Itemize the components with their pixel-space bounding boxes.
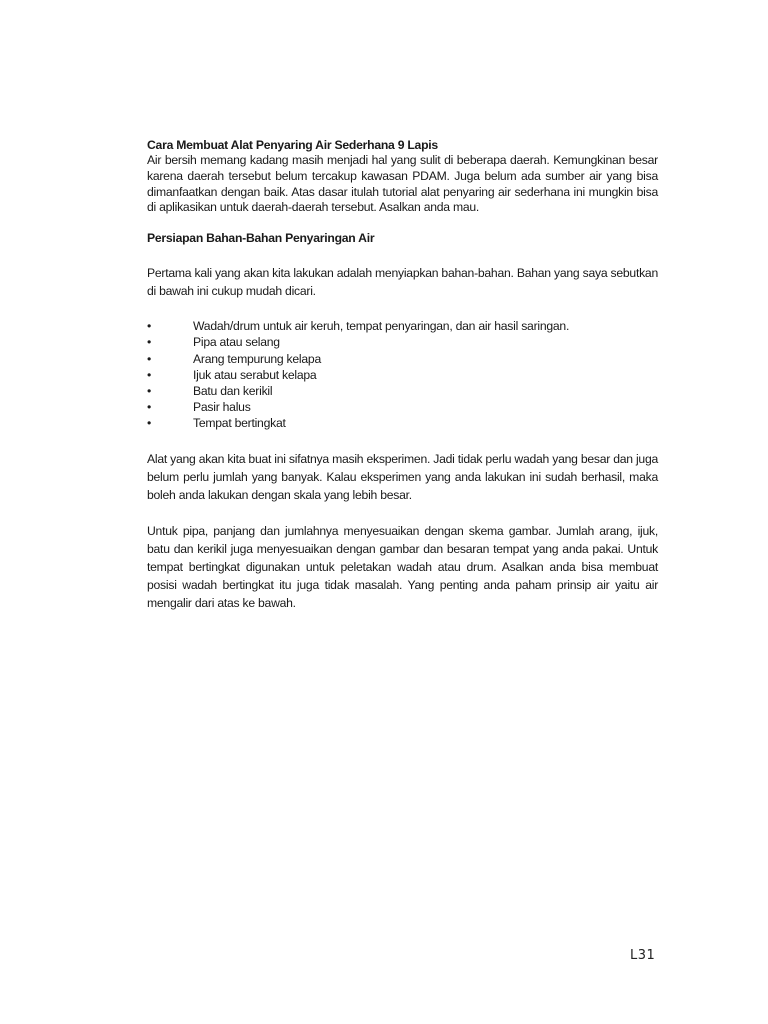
list-item-text: Ijuk atau serabut kelapa xyxy=(193,367,317,382)
bullet-icon: • xyxy=(147,319,152,334)
bullet-icon: • xyxy=(147,400,152,415)
bullet-icon: • xyxy=(147,384,152,398)
document-title: Cara Membuat Alat Penyaring Air Sederhana 9 Lapis xyxy=(147,138,438,152)
list-item-text: Tempat bertingkat xyxy=(193,416,286,431)
list-item xyxy=(147,351,658,367)
document-body xyxy=(147,137,658,612)
bullet-icon: • xyxy=(147,416,152,431)
section-heading: Persiapan Bahan-Bahan Penyaringan Air xyxy=(147,231,375,246)
intro-paragraph: Air bersih memang kadang masih menjadi hal yang sulit di beberapa daerah. Kemungkinan besar karena daerah tersebut belum tercakup kawasan PDAM. Juga belum ada sumber air yang bisa dimanfaatkan dengan baik. Atas dasar itulah tutorial alat penyaring air sederhana ini mungkin bisa di aplikasikan untuk daerah-daerah tersebut. Asalkan anda mau. xyxy=(147,153,658,215)
list-item-text: Arang tempurung kelapa xyxy=(193,351,321,366)
list-item-text: Pasir halus xyxy=(193,400,251,415)
list-item-text: Batu dan kerikil xyxy=(193,384,273,398)
paragraph-preparation: Pertama kali yang akan kita lakukan adalah menyiapkan bahan-bahan. Bahan yang saya sebutkan di bawah ini cukup mudah dicari. xyxy=(147,266,658,299)
list-item xyxy=(147,367,658,383)
paragraph-experiment: Alat yang akan kita buat ini sifatnya masih eksperimen. Jadi tidak perlu wadah yang besar dan juga belum perlu jumlah yang banyak. Kalau eksperimen yang anda lakukan ini sudah berhasil, maka boleh anda lakukan dengan skala yang lebih besar. xyxy=(147,451,658,502)
list-item xyxy=(147,415,658,431)
list-item xyxy=(147,318,658,334)
paragraph-pipes: Untuk pipa, panjang dan jumlahnya menyesuaikan dengan skema gambar. Jumlah arang, ijuk, batu dan kerikil juga menyesuaikan dengan gambar dan besaran tempat yang anda pakai. Untuk tempat bertingkat digunakan untuk peletakan wadah atau drum. Asalkan anda bisa membuat posisi wadah bertingkat itu juga tidak masalah. Yang penting anda paham prinsip air yaitu air mengalir dari atas ke bawah. xyxy=(147,523,658,610)
list-item xyxy=(147,334,658,350)
list-item-text: Wadah/drum untuk air keruh, tempat penyaringan, dan air hasil saringan. xyxy=(193,319,570,334)
list-item xyxy=(147,399,658,415)
bullet-icon: • xyxy=(147,335,152,350)
bullet-icon: • xyxy=(147,351,152,366)
page-number: L31 xyxy=(630,948,656,963)
bullet-icon: • xyxy=(147,367,152,382)
list-item xyxy=(147,383,658,399)
list-item-text: Pipa atau selang xyxy=(193,335,280,350)
materials-list xyxy=(147,318,658,431)
